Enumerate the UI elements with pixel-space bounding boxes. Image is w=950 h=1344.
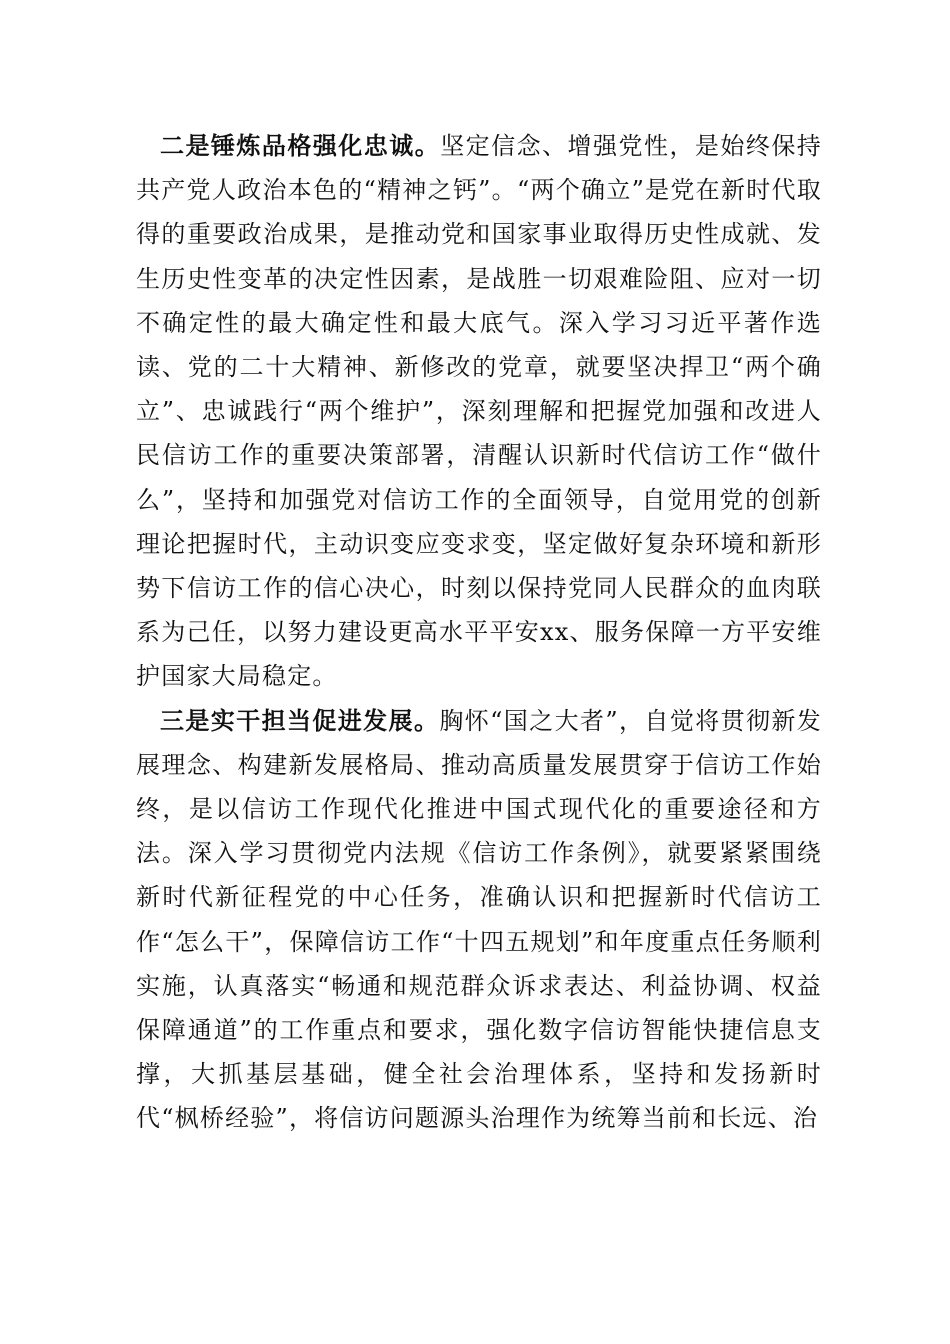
paragraph-lead: 二是锤炼品格强化忠诚。: [160, 131, 441, 160]
document-body: [136, 124, 822, 1141]
paragraph-loyalty: [136, 124, 822, 699]
paragraph-lead: 三是实干担当促进发展。: [160, 705, 440, 735]
paragraph-text: 胸怀“国之大者”，自觉将贯彻新发展理念、构建新发展格局、推动高质量发展贯穿于信访工作始终，是以信访工作现代化推进中国式现代化的重要途径和方法。深入学习贯彻党内法规《信访工作条例》，就要紧紧围绕新时代新征程党的中心任务，准确认识和把握新时代信访工作“怎么干”，保障信访工作“十四五规划”和年度重点任务顺利实施，认真落实“畅通和规范群众诉求表达、利益协调、权益保障通道”的工作重点和要求，强化数字信访智能快捷信息支撑，大抓基层基础，健全社会治理体系，坚持和发扬新时代“枫桥经验”，将信访问题源头治理作为统筹当前和长远、治: [136, 706, 822, 1133]
paragraph-text: 坚定信念、增强党性，是始终保持共产党人政治本色的“精神之钙”。“两个确立”是党在新时代取得的重要政治成果，是推动党和国家事业取得历史性成就、发生历史性变革的决定性因素，是战胜一切艰难险阻、应对一切不确定性的最大确定性和最大底气。深入学习习近平著作选读、党的二十大精神、新修改的党章，就要坚决捍卫“两个确立”、忠诚践行“两个维护”，深刻理解和把握党加强和改进人民信访工作的重要决策部署，清醒认识新时代信访工作“做什么”，坚持和加强党对信访工作的全面领导，自觉用党的创新理论把握时代，主动识变应变求变，坚定做好复杂环境和新形势下信访工作的信心决心，时刻以保持党同人民群众的血肉联系为己任，以努力建设更高水平平安xx、服务保障一方平安维护国家大局稳定。: [136, 132, 823, 691]
paragraph-development: [136, 699, 822, 1141]
